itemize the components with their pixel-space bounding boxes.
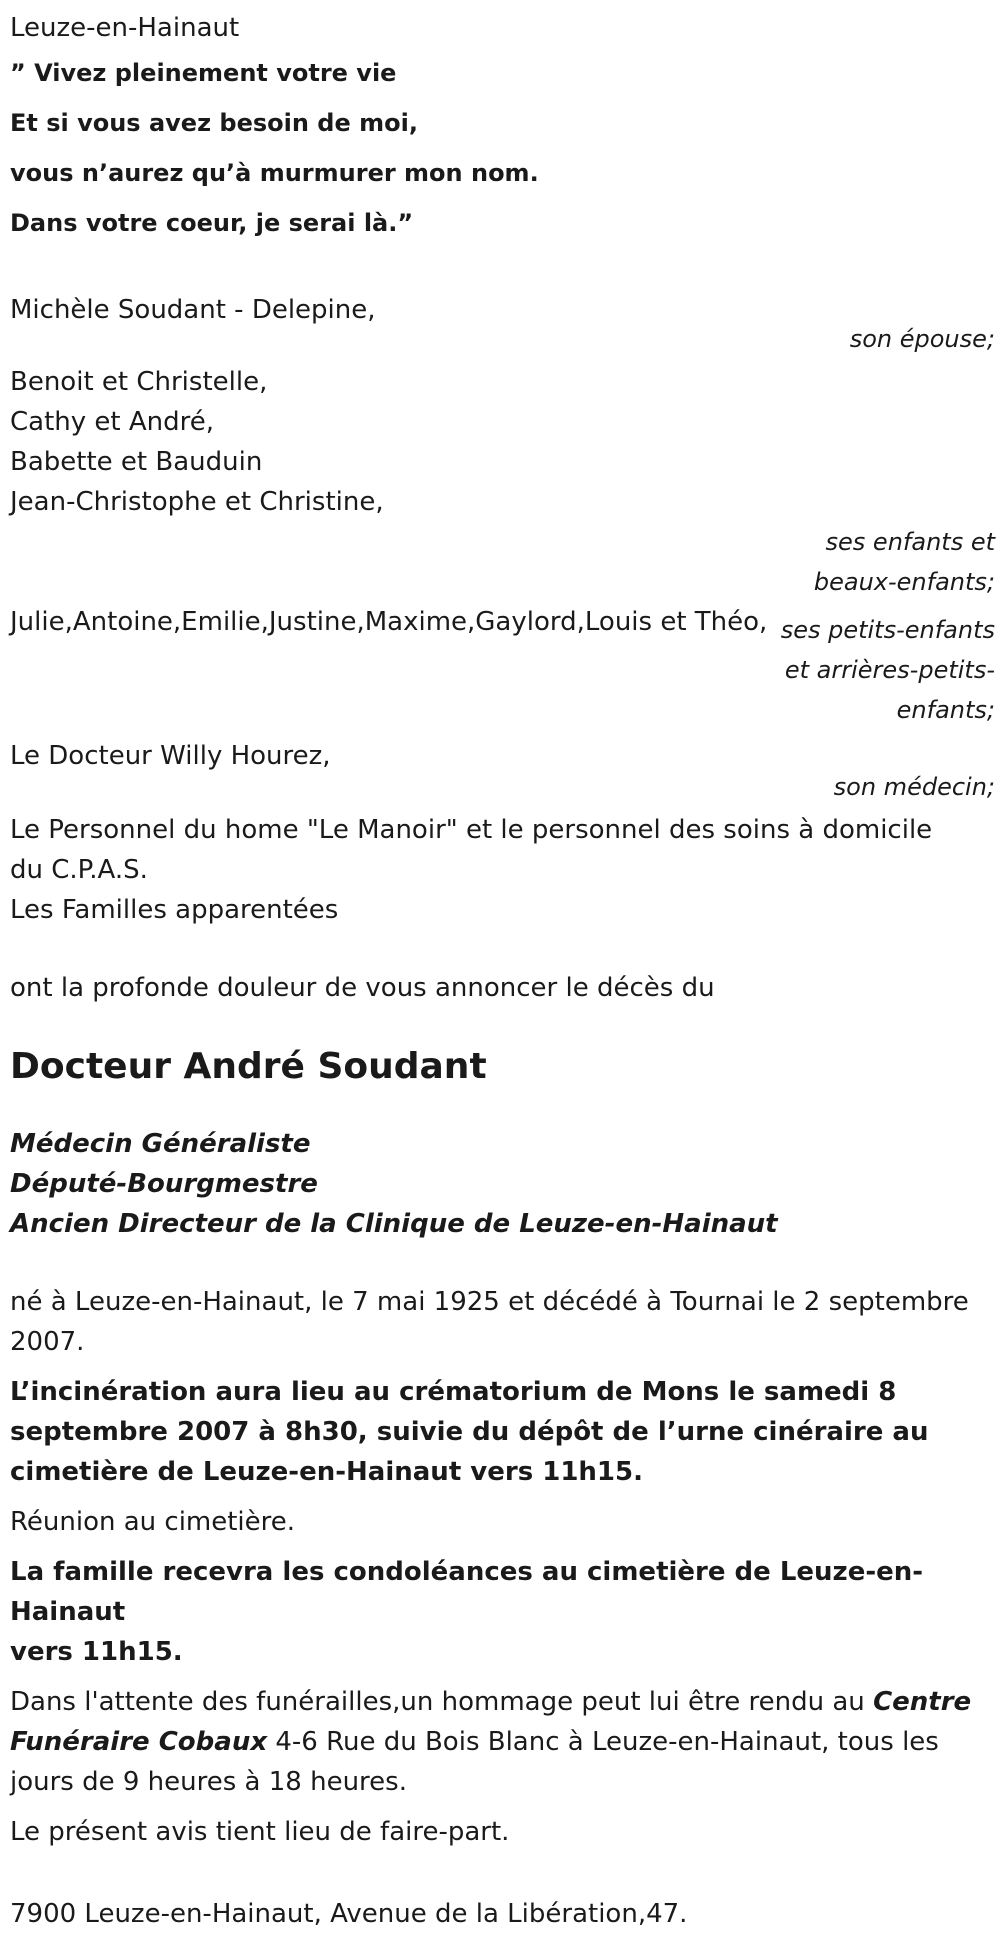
cremation-line: septembre 2007 à 8h30, suivie du dépôt de l’urne cinéraire au xyxy=(10,1417,929,1447)
obituary-content xyxy=(10,8,995,1934)
child-couple: Cathy et André, xyxy=(10,407,215,437)
children-role: ses enfants et xyxy=(825,528,995,556)
funeral-center-name: Funéraire Cobaux xyxy=(10,1727,268,1757)
spouse-role: son épouse; xyxy=(849,325,995,353)
announcement: ont la profonde douleur de vous annoncer le décès du xyxy=(10,973,715,1003)
birth-death-line: né à Leuze-en-Hainaut, le 7 mai 1925 et décédé à Tournai le 2 septembre xyxy=(10,1287,969,1317)
tribute-text: 4-6 Rue du Bois Blanc à Leuze-en-Hainaut, tous les xyxy=(267,1727,939,1757)
child-couple: Benoit et Christelle, xyxy=(10,367,268,397)
verse-line: vous n’aurez qu’à murmurer mon nom. xyxy=(10,159,539,187)
verse-line: ” Vivez pleinement votre vie xyxy=(10,59,397,87)
cremation-line: L’incinération aura lieu au crématorium de Mons le samedi 8 xyxy=(10,1377,897,1407)
relatives-line: Les Familles apparentées xyxy=(10,895,339,925)
location-header: Leuze-en-Hainaut xyxy=(10,13,240,43)
spouse-name: Michèle Soudant - Delepine, xyxy=(10,295,376,325)
deceased-titles xyxy=(10,1124,995,1244)
deceased-title: Député-Bourgmestre xyxy=(10,1169,318,1199)
deceased-name: Docteur André Soudant xyxy=(10,1046,487,1087)
tribute-line xyxy=(10,1722,995,1762)
tribute-notice xyxy=(10,1682,995,1802)
grandchildren-names: Julie,Antoine,Emilie,Justine,Maxime,Gaylord,Louis et Théo, xyxy=(10,607,768,637)
tribute-text: Dans l'attente des funérailles,un hommage peut lui être rendu au xyxy=(10,1687,874,1717)
verse-line: Dans votre coeur, je serai là.” xyxy=(10,209,414,237)
child-couple: Babette et Bauduin xyxy=(10,447,263,477)
condolences-line: La famille recevra les condoléances au cimetière de Leuze-en-Hainaut xyxy=(10,1557,924,1627)
family-block xyxy=(10,290,995,930)
birth-death-line: 2007. xyxy=(10,1327,85,1357)
doctor-role: son médecin; xyxy=(833,773,995,801)
notice-line: Le présent avis tient lieu de faire-part. xyxy=(10,1817,510,1847)
grandchildren-role: ses petits-enfants xyxy=(780,616,995,644)
deceased-title: Médecin Généraliste xyxy=(10,1129,311,1159)
verse-line: Et si vous avez besoin de moi, xyxy=(10,109,418,137)
address-line: 7900 Leuze-en-Hainaut, Avenue de la Libération,47. xyxy=(10,1899,688,1929)
condolences-line: vers 11h15. xyxy=(10,1637,183,1667)
grandchildren-role: enfants; xyxy=(896,696,995,724)
verse-block xyxy=(10,48,995,248)
staff-line: Le Personnel du home "Le Manoir" et le personnel des soins à domicile xyxy=(10,815,933,845)
children-role: beaux-enfants; xyxy=(813,568,995,596)
funeral-center-name: Centre xyxy=(873,1687,972,1717)
cremation-line: cimetière de Leuze-en-Hainaut vers 11h15. xyxy=(10,1457,643,1487)
tribute-line: jours de 9 heures à 18 heures. xyxy=(10,1767,407,1797)
cremation-notice xyxy=(10,1372,995,1492)
child-couple: Jean-Christophe et Christine, xyxy=(10,487,384,517)
deceased-title: Ancien Directeur de la Clinique de Leuze-en-Hainaut xyxy=(10,1209,778,1239)
tribute-line xyxy=(10,1682,995,1722)
reunion-line: Réunion au cimetière. xyxy=(10,1507,296,1537)
doctor-name: Le Docteur Willy Hourez, xyxy=(10,741,331,771)
condolences-notice xyxy=(10,1552,995,1672)
grandchildren-role: et arrières-petits- xyxy=(784,656,995,684)
grandchildren-row xyxy=(10,602,995,726)
staff-line: du C.P.A.S. xyxy=(10,855,148,885)
